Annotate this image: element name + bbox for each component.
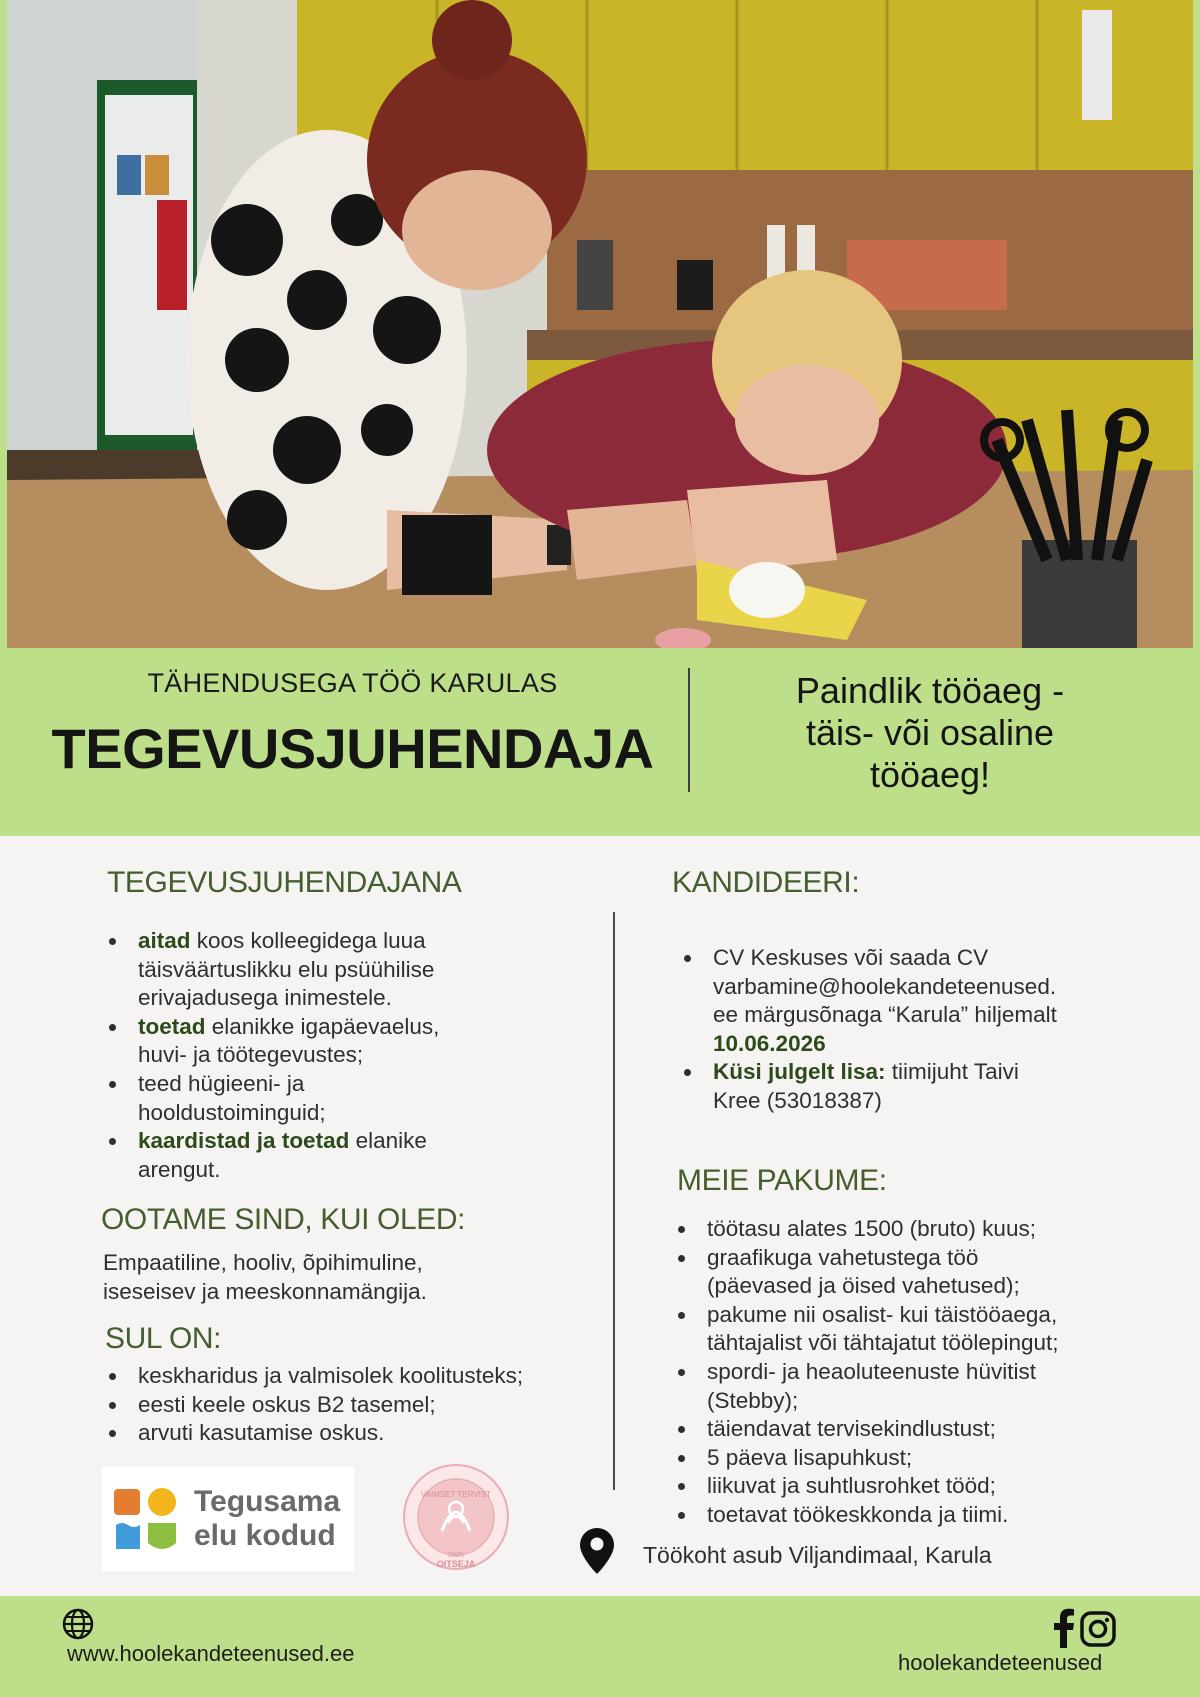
- facebook-icon[interactable]: [1049, 1608, 1077, 1648]
- flexible-hours-line: Paindlik tööaeg -: [795, 670, 1065, 711]
- expect-text: [103, 1249, 427, 1306]
- duty-text: elanikke igapäevaelus,: [205, 1013, 440, 1039]
- duty-text: täisväärtuslikku elu psüühilise: [138, 956, 435, 982]
- location-text: Töökoht asub Viljandimaal, Karula: [643, 1542, 992, 1568]
- instagram-icon[interactable]: [1080, 1611, 1116, 1647]
- apply-deadline: 10.06.2026: [713, 1030, 826, 1056]
- offer-item: [674, 1472, 1194, 1501]
- seal-label: OITSEJA: [436, 1559, 476, 1569]
- duty-item: [105, 1013, 605, 1070]
- duty-text: erivajadusega inimestele.: [138, 985, 392, 1011]
- offer-list: [674, 1215, 1194, 1530]
- seal-year: 2025: [448, 1552, 464, 1559]
- offer-text: tähtajalist või tähtajatut töölepingut;: [707, 1330, 1059, 1356]
- job-subtitle: TÄHENDUSEGA TÖÖ KARULAS: [147, 668, 558, 698]
- apply-heading: KANDIDEERI:: [672, 866, 860, 899]
- offer-text: töötasu alates 1500 (bruto) kuus;: [707, 1216, 1036, 1241]
- globe-icon: [62, 1608, 94, 1640]
- hero-photo-illustration: [7, 0, 1193, 648]
- website-link[interactable]: www.hoolekandeteenused.ee: [67, 1641, 355, 1666]
- offer-heading: MEIE PAKUME:: [677, 1164, 887, 1197]
- apply-text: CV Keskuses või saada CV: [713, 945, 989, 970]
- contact-text: tiimijuht Taivi: [885, 1059, 1019, 1085]
- apply-list: [680, 944, 1150, 1116]
- social-handle[interactable]: hoolekandeteenused: [898, 1650, 1103, 1675]
- hero-photo: [7, 0, 1193, 648]
- apply-item: [680, 944, 1150, 1058]
- offer-item: [674, 1301, 1194, 1358]
- tegusama-elu-kodud-logo: [102, 1467, 354, 1571]
- duties-heading: TEGEVUSJUHENDAJANA: [107, 866, 462, 899]
- duty-bold: toetad: [138, 1013, 206, 1039]
- duty-text: huvi- ja töötegevustes;: [138, 1042, 364, 1068]
- offer-item: [674, 1415, 1194, 1444]
- duty-text: hooldustoiminguid;: [138, 1099, 326, 1125]
- duty-bold: aitad: [138, 928, 191, 953]
- offer-text: spordi- ja heaoluteenuste hüvitist: [707, 1358, 1036, 1384]
- requirement-item: arvuti kasutamise oskus.: [105, 1419, 625, 1448]
- duty-text: arengut.: [138, 1156, 221, 1182]
- tegusama-logo-text: [194, 1485, 340, 1553]
- offer-text: 5 päeva lisapuhkust;: [707, 1444, 913, 1470]
- duty-item: [105, 927, 605, 1013]
- offer-text: (Stebby);: [707, 1387, 799, 1413]
- tegusama-logo-line: elu kodud: [194, 1519, 336, 1552]
- apply-text: ee märgusõnaga “Karula” hiljemalt: [713, 1002, 1057, 1028]
- apply-item: [680, 1058, 1150, 1115]
- offer-text: täiendavat tervisekindlustust;: [707, 1416, 996, 1442]
- flexible-hours-line: tööaeg!: [869, 754, 991, 795]
- offer-text: pakume nii osalist- kui täistööaega,: [707, 1301, 1058, 1327]
- apply-email[interactable]: varbamine@hoolekandeteenused.: [713, 973, 1057, 999]
- contact-label: Küsi julgelt lisa:: [713, 1059, 886, 1085]
- offer-text: (päevased ja öised vahetused);: [707, 1273, 1020, 1299]
- requirement-item: eesti keele oskus B2 tasemel;: [105, 1391, 625, 1420]
- tegusama-logo-icon: [112, 1485, 182, 1555]
- duty-bold: kaardistad ja toetad: [138, 1128, 350, 1154]
- header-divider: [688, 668, 690, 792]
- offer-item: [674, 1358, 1194, 1415]
- requirements-list: [105, 1362, 625, 1448]
- duty-item: [105, 1127, 605, 1184]
- flexible-hours-text: [705, 670, 1155, 796]
- offer-item: [674, 1215, 1194, 1244]
- job-title: TEGEVUSJUHENDAJA: [51, 717, 654, 780]
- expect-line: Empaatiline, hooliv, õpihimuline,: [103, 1250, 423, 1275]
- offer-item: [674, 1244, 1194, 1301]
- flexible-hours-line: täis- või osaline: [805, 712, 1055, 753]
- requirement-item: keskharidus ja valmisolek koolitusteks;: [105, 1362, 625, 1391]
- requirements-heading: SUL ON:: [105, 1322, 222, 1355]
- contact-text: Kree (53018387): [713, 1087, 882, 1113]
- seal-top-text: VAIMSET TERVIST: [420, 1490, 492, 1499]
- offer-text: liikuvat ja suhtlusrohket tööd;: [707, 1473, 996, 1499]
- offer-item: [674, 1444, 1194, 1473]
- duty-text: koos kolleegidega luua: [190, 928, 426, 953]
- offer-text: graafikuga vahetustega töö: [707, 1244, 979, 1270]
- seal-bottom-text: [420, 1552, 492, 1569]
- duty-text: elanike: [349, 1128, 427, 1154]
- map-pin-icon: [580, 1528, 614, 1574]
- expect-line: iseseisev ja meeskonnamängija.: [103, 1278, 427, 1304]
- duty-item: [105, 1070, 605, 1127]
- offer-item: [674, 1501, 1194, 1530]
- duties-list: [105, 927, 605, 1184]
- offer-text: toetavat töökeskkonda ja tiimi.: [707, 1501, 1009, 1527]
- duty-text: teed hügieeni- ja: [138, 1070, 305, 1096]
- tegusama-logo-line: Tegusama: [194, 1485, 341, 1518]
- expect-heading: OOTAME SIND, KUI OLED:: [101, 1203, 466, 1236]
